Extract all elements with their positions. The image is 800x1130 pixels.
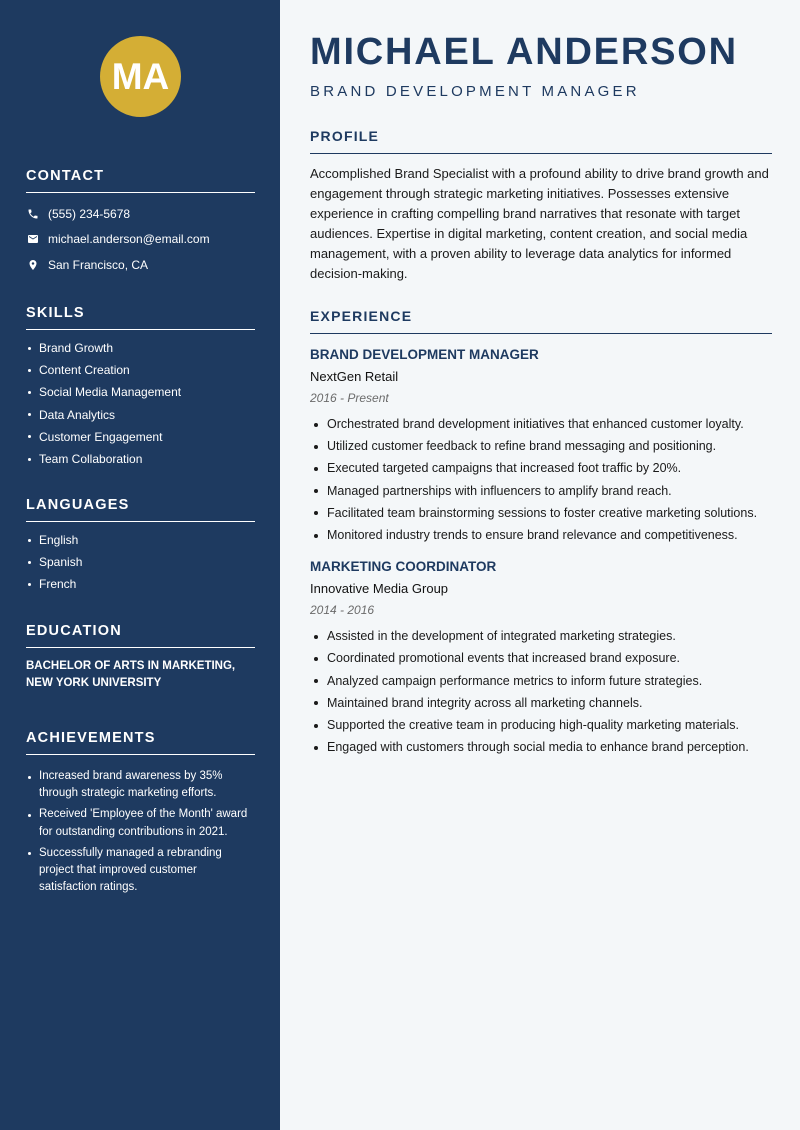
achievements-heading: ACHIEVEMENTS: [26, 730, 255, 755]
sidebar: [0, 0, 280, 1130]
profile-text: Accomplished Brand Specialist with a profound ability to drive brand growth and engagement through strategic marketing initiatives. Possesses extensive experience in crafting compelling brand narratives that resonate with target audiences. Expertise in digital marketing, content creation, and social media management, with a proven ability to leverage data analytics for informed decision-making.: [310, 166, 769, 281]
contact-phone: [26, 201, 255, 227]
job-bullet: Managed partnerships with influencers to amplify brand reach.: [310, 480, 772, 502]
skill-item: Content Creation: [26, 359, 255, 381]
education-section: [26, 623, 255, 692]
education-degree: BACHELOR OF ARTS IN MARKETING,: [26, 660, 236, 672]
job-bullet: Facilitated team brainstorming sessions to foster creative marketing solutions.: [310, 502, 772, 524]
skills-list: [26, 337, 255, 470]
achievements-section: [26, 730, 255, 900]
job-role: BRAND DEVELOPMENT MANAGER: [310, 347, 539, 362]
job-bullet: Supported the creative team in producing high-quality marketing materials.: [310, 714, 772, 736]
job-bullet: Executed targeted campaigns that increased foot traffic by 20%.: [310, 457, 772, 479]
phone-icon: [26, 207, 39, 220]
education-school: NEW YORK UNIVERSITY: [26, 677, 162, 689]
languages-heading: LANGUAGES: [26, 497, 255, 522]
job-bullet: Assisted in the development of integrated marketing strategies.: [310, 625, 772, 647]
language-item: Spanish: [26, 551, 255, 573]
skill-item: Data Analytics: [26, 404, 255, 426]
job-bullets: [310, 625, 772, 758]
job-bullets: [310, 413, 772, 546]
skill-item: Brand Growth: [26, 337, 255, 359]
job-company: NextGen Retail: [310, 369, 399, 384]
languages-section: [26, 497, 255, 596]
profile-heading: PROFILE: [310, 128, 772, 154]
language-item: English: [26, 529, 255, 551]
job-bullet: Utilized customer feedback to refine brand messaging and positioning.: [310, 435, 772, 457]
skills-section: [26, 305, 255, 470]
job-bullet: Analyzed campaign performance metrics to inform future strategies.: [310, 670, 772, 692]
contact-location: [26, 252, 255, 278]
job-bullet: Orchestrated brand development initiatives that enhanced customer loyalty.: [310, 413, 772, 435]
skill-item: Customer Engagement: [26, 426, 255, 448]
candidate-name: MICHAEL ANDERSON: [310, 31, 738, 73]
achievements-list: [26, 768, 255, 896]
achievement-item: Received 'Employee of the Month' award for outstanding contributions in 2021.: [26, 806, 255, 840]
languages-list: [26, 529, 255, 596]
experience-section: [310, 308, 772, 758]
skill-item: Team Collaboration: [26, 448, 255, 470]
candidate-title: BRAND DEVELOPMENT MANAGER: [310, 83, 640, 100]
contact-section: [26, 168, 255, 278]
avatar: MA: [100, 36, 181, 117]
experience-heading: EXPERIENCE: [310, 308, 772, 334]
phone-text: (555) 234-5678: [48, 206, 131, 221]
achievement-item: Increased brand awareness by 35% through strategic marketing efforts.: [26, 768, 255, 802]
job-bullet: Maintained brand integrity across all marketing channels.: [310, 692, 772, 714]
job-dates: 2014 - 2016: [310, 603, 375, 618]
achievement-item: Successfully managed a rebranding project that improved customer satisfaction ratings.: [26, 845, 255, 897]
job-entry: [310, 346, 772, 546]
job-bullet: Engaged with customers through social media to enhance brand perception.: [310, 736, 772, 758]
contact-email: [26, 227, 255, 253]
contact-heading: CONTACT: [26, 168, 255, 193]
profile-section: [310, 128, 772, 284]
job-company: Innovative Media Group: [310, 581, 449, 597]
job-entry: [310, 558, 772, 758]
language-item: French: [26, 573, 255, 595]
location-text: San Francisco, CA: [48, 257, 149, 272]
job-role: MARKETING COORDINATOR: [310, 559, 497, 575]
skill-item: Social Media Management: [26, 381, 255, 403]
envelope-icon: [26, 233, 39, 246]
job-bullet: Monitored industry trends to ensure brand relevance and competitiveness.: [310, 524, 772, 546]
email-text: michael.anderson@email.com: [48, 232, 210, 247]
education-heading: EDUCATION: [26, 623, 255, 648]
skills-heading: SKILLS: [26, 305, 255, 330]
job-bullet: Coordinated promotional events that increased brand exposure.: [310, 647, 772, 669]
job-dates: 2016 - Present: [310, 391, 389, 405]
map-pin-icon: [26, 258, 39, 271]
